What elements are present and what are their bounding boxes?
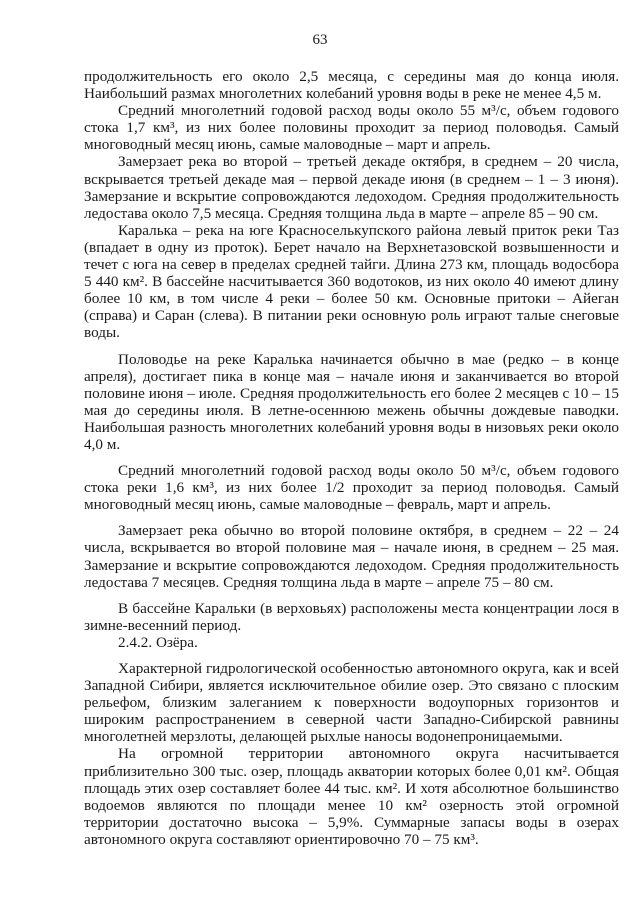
paragraph: Каралька – река на юге Красноселькупского района левый приток реки Таз (впадает в одну из проток). Берет начало на Верхнетазовской возвышенности и течет с юга на север в пределах средней тайги. Длина 273 км, площадь водосбора 5 440 км². В бассейне насчитывается 360 водотоков, из них около 40 имеют длину более 10 км, в том числе 4 реки – более 50 км. Основные притоки – Айеган (справа) и Саран (слева). В питании реки основную роль играют талые снеговые воды. [84, 221, 619, 342]
paragraph: На огромной территории автономного округа насчитывается приблизительно 300 тыс. озер, площадь акватории которых более 0,01 км². Общая площадь этих озер составляет более 44 тыс. км². И хотя абсолютное большинство водоемов являются по площади менее 10 км² озерность этой огромной территории достаточно высока – 5,9%. Суммарные запасы воды в озерах автономного округа составляют ориентировочно 70 – 75 км³. [84, 745, 619, 848]
paragraph: В бассейне Каральки (в верховьях) расположены места концентрации лося в зимне-весенний период. [84, 599, 619, 634]
paragraph: Замерзает река во второй – третьей декаде октября, в среднем – 20 числа, вскрывается третьей декаде мая – первой декаде июня (в среднем – 1 – 3 июня). Замерзание и вскрытие сопровождаются ледоходом. Средняя продолжительность ледостава около 7,5 месяца. Средняя толщина льда в марте – апреле 85 – 90 см. [84, 153, 619, 222]
paragraph: Средний многолетний годовой расход воды около 55 м³/с, объем годового стока 1,7 км³, из них более половины проходит за период половодья. Самый многоводный месяц июнь, самые маловодные – март и апрель. [84, 102, 619, 154]
paragraph: Половодье на реке Каралька начинается обычно в мае (редко – в конце апреля), достигает пика в конце мая – начале июня и заканчивается во второй половине июня – июле. Средняя продолжительность его более 2 месяцев с 10 – 15 мая до середины июля. В летне-осеннюю межень обычны дождевые паводки. Наибольшая разность многолетних колебаний уровня воды в низовьях реки около 4,0 м. [84, 350, 619, 453]
paragraph: продолжительность его около 2,5 месяца, с середины мая до конца июля. Наибольший размах многолетних колебаний уровня воды в реке не менее 4,5 м. [84, 68, 619, 103]
paragraph: Характерной гидрологической особенностью автономного округа, как и всей Западной Сибири, является исключительное обилие озер. Это связано с плоским рельефом, близким залеганием к поверхности водоупорных горизонтов и широким распространением в северной части Западно-Сибирской равнины многолетней мерзлоты, делающей рыхлые наносы водонепроницаемыми. [84, 660, 619, 746]
document-body [84, 68, 619, 848]
paragraph: Замерзает река обычно во второй половине октября, в среднем – 22 – 24 числа, вскрывается во второй половине мая – начале июня, в среднем – 25 мая. Замерзание и вскрытие сопровождаются ледоходом. Средняя продолжительность ледостава 7 месяцев. Средняя толщина льда в марте – апреле 75 – 80 см. [84, 522, 619, 591]
section-heading: 2.4.2. Озёра. [118, 633, 198, 651]
page-number: 63 [312, 32, 328, 48]
paragraph: Средний многолетний годовой расход воды около 50 м³/с, объем годового стока реки 1,6 км³, из них более 1/2 проходит за период половодья. Самый многоводный месяц июнь, самые маловодные – февраль, март и апрель. [84, 462, 619, 514]
